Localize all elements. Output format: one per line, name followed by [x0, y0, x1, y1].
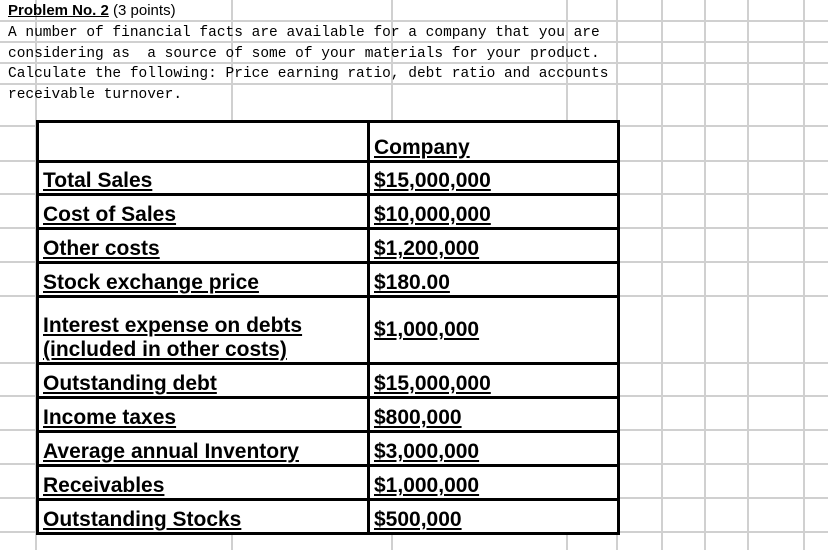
text-line: A number of financial facts are available for a company that you are	[8, 25, 600, 41]
value-text: $1,000,000	[374, 474, 480, 497]
grid-line	[0, 20, 828, 22]
row-value	[369, 162, 619, 195]
row-value	[369, 297, 619, 364]
label-text-line2: (included in other costs)	[43, 338, 287, 361]
problem-title	[8, 2, 176, 19]
row-value	[369, 466, 619, 500]
value-text: $500,000	[374, 508, 462, 531]
problem-number: Problem No. 2	[8, 2, 109, 19]
problem-points: (3 points)	[113, 2, 176, 19]
value-text: $15,000,000	[374, 169, 491, 192]
row-label	[38, 398, 369, 432]
row-label	[38, 162, 369, 195]
row-value	[369, 500, 619, 534]
label-text: Other costs	[43, 237, 160, 260]
label-text: Receivables	[43, 474, 165, 497]
row-label	[38, 500, 369, 534]
text-line: receivable turnover.	[8, 86, 183, 103]
table-header-row	[38, 122, 619, 162]
table-row	[38, 229, 619, 263]
table-row	[38, 466, 619, 500]
table-row	[38, 500, 619, 534]
value-text: $800,000	[374, 406, 462, 429]
text-line: Calculate the following: Price earning ratio, debt ratio and accounts	[8, 66, 609, 83]
value-text: $1,000,000	[374, 318, 480, 341]
empty-header-cell	[38, 122, 369, 162]
header-cell	[369, 122, 619, 162]
company-header: Company	[374, 136, 470, 159]
row-label	[38, 229, 369, 263]
label-text: Interest expense on debts	[43, 314, 303, 337]
table-row	[38, 398, 619, 432]
table-row	[38, 195, 619, 229]
row-label	[38, 466, 369, 500]
text-line: considering as a source of some of your materials for your product.	[8, 45, 600, 62]
value-text: $10,000,000	[374, 203, 491, 226]
label-text: Average annual Inventory	[43, 440, 299, 463]
row-label	[38, 297, 369, 364]
label-text: Stock exchange price	[43, 271, 259, 294]
table-row	[38, 162, 619, 195]
row-label	[38, 364, 369, 398]
table-row	[38, 432, 619, 466]
row-value	[369, 229, 619, 263]
label-text: Total Sales	[43, 169, 153, 192]
label-text: Cost of Sales	[43, 203, 177, 226]
value-text: $15,000,000	[374, 372, 491, 395]
row-value	[369, 263, 619, 297]
label-text: Outstanding Stocks	[43, 508, 242, 531]
row-label	[38, 432, 369, 466]
value-text: $1,200,000	[374, 237, 480, 260]
financial-facts-table	[36, 120, 620, 535]
label-text: Outstanding debt	[43, 372, 217, 395]
row-label	[38, 195, 369, 229]
row-value	[369, 364, 619, 398]
row-value	[369, 432, 619, 466]
label-text: Income taxes	[43, 406, 177, 429]
row-value	[369, 398, 619, 432]
row-label	[38, 263, 369, 297]
row-value	[369, 195, 619, 229]
table-row	[38, 297, 619, 364]
problem-text	[8, 23, 823, 105]
value-text: $3,000,000	[374, 440, 480, 463]
value-text: $180.00	[374, 271, 450, 294]
table-row	[38, 263, 619, 297]
table-row	[38, 364, 619, 398]
